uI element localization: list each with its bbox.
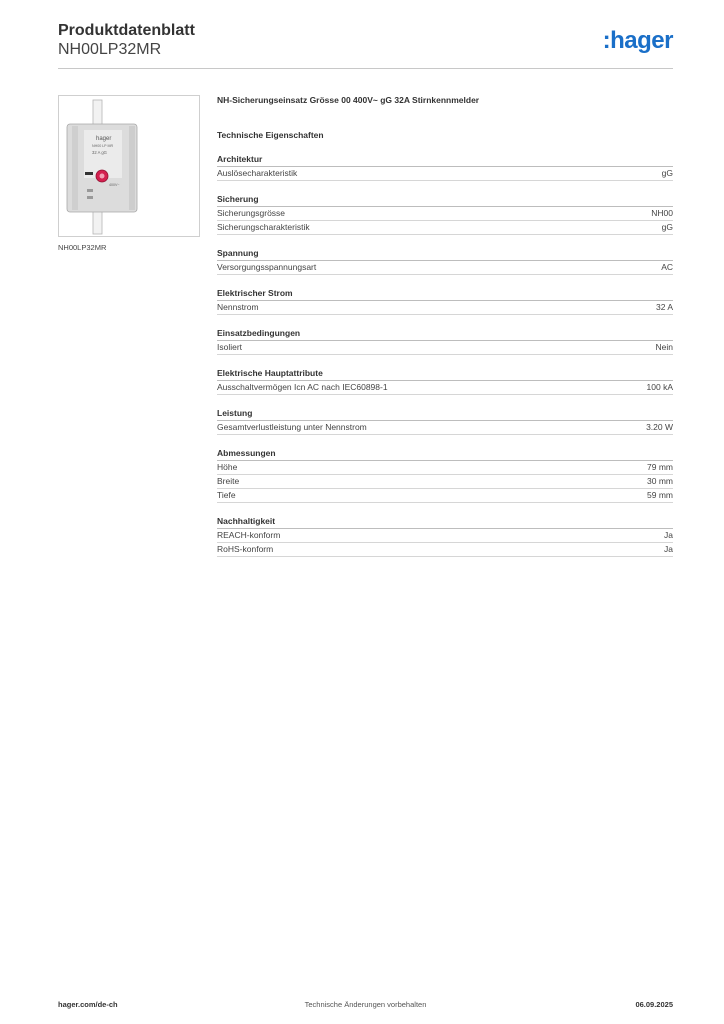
spec-label: Breite <box>217 476 240 486</box>
spec-group-hauptattribute <box>217 367 673 395</box>
spec-row <box>217 221 673 235</box>
spec-group-einsatz <box>217 327 673 355</box>
page-title: Produktdatenblatt <box>58 22 195 39</box>
spec-label: RoHS-konform <box>217 544 274 554</box>
spec-row <box>217 421 673 435</box>
spec-group-architektur <box>217 153 673 181</box>
spec-label: Sicherungsgrösse <box>217 208 286 218</box>
spec-value: gG <box>661 222 673 232</box>
spec-value: 32 A <box>655 302 673 312</box>
svg-text:32 A gG: 32 A gG <box>92 150 107 155</box>
spec-value: NH00 <box>651 208 673 218</box>
spec-label: Sicherungscharakteristik <box>217 222 310 232</box>
spec-group-title: Sicherung <box>217 193 673 207</box>
footer-website-link[interactable]: hager.com/de-ch <box>58 1000 118 1009</box>
page-header <box>58 22 673 68</box>
footer-date: 06.09.2025 <box>635 1000 673 1009</box>
hager-logo: :hager <box>602 27 673 54</box>
spec-label: Ausschaltvermögen Icn AC nach IEC60898-1 <box>217 382 388 392</box>
spec-row <box>217 301 673 315</box>
spec-row <box>217 261 673 275</box>
spec-value: Ja <box>664 544 673 554</box>
spec-group-sicherung <box>217 193 673 235</box>
product-description: NH-Sicherungseinsatz Grösse 00 400V~ gG 32A Stirnkennmelder <box>217 95 480 105</box>
spec-group-title: Nachhaltigkeit <box>217 515 673 529</box>
spec-label: Auslösecharakteristik <box>217 168 298 178</box>
spec-label: Versorgungsspannungsart <box>217 262 317 272</box>
spec-label: Tiefe <box>217 490 236 500</box>
svg-text:hager: hager <box>96 136 112 142</box>
spec-value: AC <box>661 262 673 272</box>
spec-label: REACH-konform <box>217 530 281 540</box>
spec-row <box>217 381 673 395</box>
section-title: Technische Eigenschaften <box>217 130 324 140</box>
spec-label: Gesamtverlustleistung unter Nennstrom <box>217 422 367 432</box>
product-code: NH00LP32MR <box>58 41 162 58</box>
spec-value: 30 mm <box>647 476 673 486</box>
spec-group-abmessungen <box>217 447 673 503</box>
spec-value: 59 mm <box>647 490 673 500</box>
spec-group-spannung <box>217 247 673 275</box>
spec-row <box>217 543 673 557</box>
svg-text:NH00 LP MR: NH00 LP MR <box>92 144 114 148</box>
spec-row <box>217 529 673 543</box>
fuse-illustration <box>59 96 199 236</box>
image-caption: NH00LP32MR <box>58 243 107 252</box>
spec-value: Ja <box>664 530 673 540</box>
spec-group-title: Architektur <box>217 153 673 167</box>
spec-group-title: Leistung <box>217 407 673 421</box>
spec-row <box>217 489 673 503</box>
footer-disclaimer: Technische Änderungen vorbehalten <box>304 1000 427 1009</box>
spec-row <box>217 461 673 475</box>
spec-row <box>217 167 673 181</box>
spec-group-title: Spannung <box>217 247 673 261</box>
spec-row <box>217 341 673 355</box>
spec-group-strom <box>217 287 673 315</box>
spec-group-title: Elektrische Hauptattribute <box>217 367 673 381</box>
spec-group-leistung <box>217 407 673 435</box>
spec-value: 100 kA <box>646 382 673 392</box>
product-image <box>58 95 200 237</box>
spec-value: 79 mm <box>647 462 673 472</box>
header-divider <box>58 68 673 69</box>
spec-group-title: Einsatzbedingungen <box>217 327 673 341</box>
spec-content <box>217 94 673 557</box>
spec-label: Höhe <box>217 462 238 472</box>
spec-row <box>217 207 673 221</box>
spec-value: gG <box>661 168 673 178</box>
spec-row <box>217 475 673 489</box>
spec-group-nachhaltigkeit <box>217 515 673 557</box>
spec-group-title: Abmessungen <box>217 447 673 461</box>
spec-label: Nennstrom <box>217 302 259 312</box>
svg-text:400V~: 400V~ <box>109 183 120 187</box>
spec-label: Isoliert <box>217 342 243 352</box>
spec-value: Nein <box>655 342 673 352</box>
spec-value: 3.20 W <box>646 422 673 432</box>
spec-group-title: Elektrischer Strom <box>217 287 673 301</box>
